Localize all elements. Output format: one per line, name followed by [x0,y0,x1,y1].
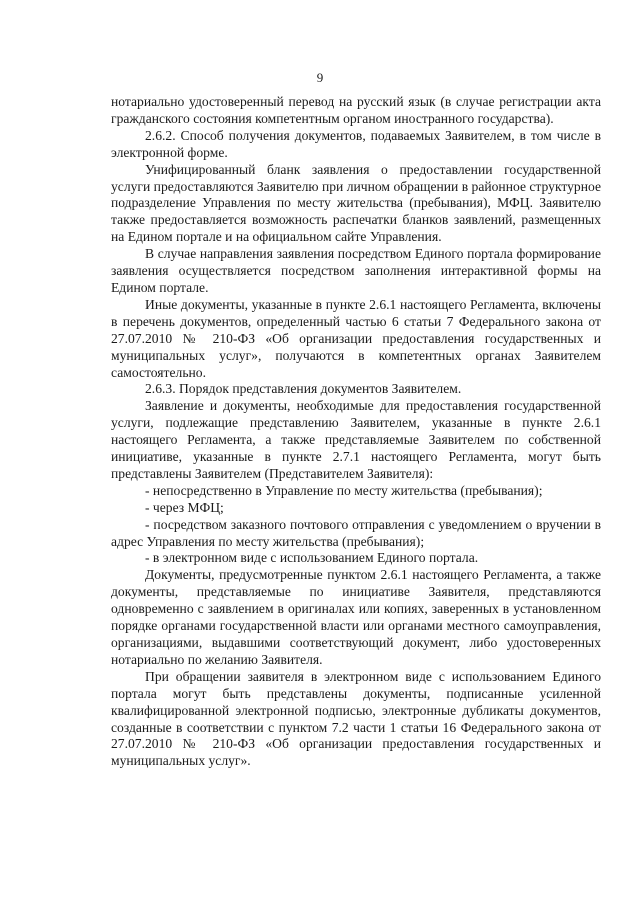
section-heading-2-6-3: 2.6.3. Порядок представления документов Заявителем. [145,381,462,397]
paragraph: Заявление и документы, необходимые для предоставления государственной услуги, подлежащие представлению Заявителем, указанные в пункте 2.6.1 настоящего Регламента, а также представляемые Заявителем по собственной инициативе, указанные в пункте 2.7.1 настоящего Регламента, могут быть представлены Заявителем (Представителем Заявителя): [111,398,601,481]
list-item: - посредством заказного почтового отправления с уведомлением о вручении в адрес Управления по месту жительства (пребывания); [111,516,601,549]
page-number: 9 [316,70,324,85]
section-heading-2-6-2: 2.6.2. Способ получения документов, подаваемых Заявителем, в том числе в электронной форме. [111,127,601,160]
paragraph: Унифицированный бланк заявления о предоставлении государственной услуги предоставляются Заявителю при личном обращении в районное структурное подразделение Управления по месту жительства (пребывания), МФЦ. Заявителю также предоставляется возможность распечатки бланков заявлений, размещенных на Едином портале и на официальном сайте Управления. [111,161,601,245]
document-body [111,94,601,770]
paragraph: В случае направления заявления посредством Единого портала формирование заявления осуществляется посредством заполнения интерактивной формы на Едином портале. [111,246,601,295]
list-item: - в электронном виде с использованием Единого портала. [145,550,479,566]
paragraph-continuation: нотариально удостоверенный перевод на русский язык (в случае регистрации акта гражданского состояния компетентным органом иностранного государства). [111,94,601,126]
paragraph: Иные документы, указанные в пункте 2.6.1 настоящего Регламента, включены в перечень документов, определенный частью 6 статьи 7 Федерального закона от 27.07.2010 № 210-ФЗ «Об организации предоставления государственных и муниципальных услуг», получаются в компетентных органах Заявителем самостоятельно. [111,296,601,380]
paragraph: Документы, предусмотренные пунктом 2.6.1 настоящего Регламента, а также документы, представляемые по инициативе Заявителя, представляются одновременно с заявлением в оригиналах или копиях, заверенных в установленном порядке органами государственной власти или органами местного самоуправления, организациями, выдавшими соответствующий документ, либо удостоверенных нотариально по желанию Заявителя. [111,567,601,667]
list-item: - непосредственно в Управление по месту жительства (пребывания); [145,482,543,498]
paragraph: При обращении заявителя в электронном виде с использованием Единого портала могут быть представлены документы, подписанные усиленной квалифицированной электронной подписью, электронные дубликаты документов, созданные в соответствии с пунктом 7.2 части 1 статьи 16 Федерального закона от 27.07.2010 № 210-ФЗ «Об организации предоставления государственных и муниципальных услуг». [111,668,601,769]
list-item: - через МФЦ; [145,499,224,515]
